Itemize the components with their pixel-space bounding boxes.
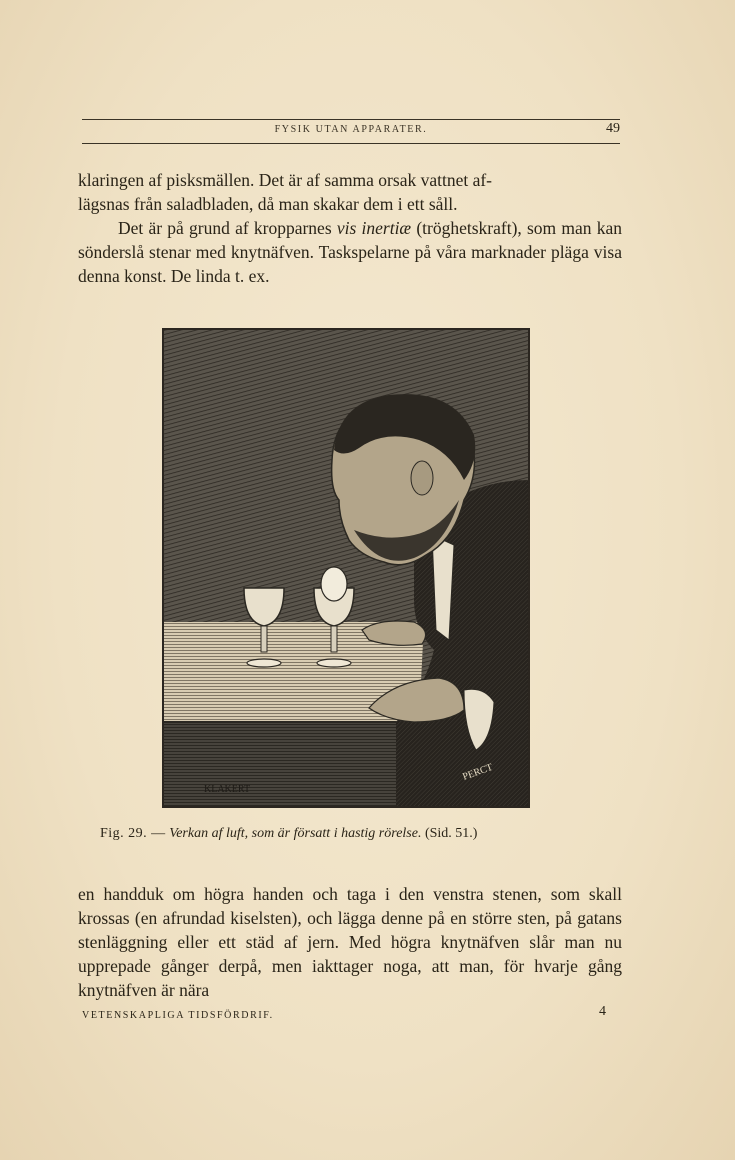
header-rule-bottom (82, 143, 620, 144)
engraving-illustration (164, 330, 528, 806)
printer-signature-title: VETENSKAPLIGA TIDSFÖRDRIF. (82, 1010, 274, 1021)
figure-caption-text: Verkan af luft, som är försatt i hastig rörelse. (169, 826, 422, 841)
page-number: 49 (606, 121, 620, 136)
paragraph-text: Det är på grund af kropparnes (118, 218, 337, 238)
figure-caption (100, 826, 620, 842)
text-line: lägsnas från saladbladen, då man skakar dem i ett såll. (78, 194, 458, 214)
text-line: klaringen af pisksmällen. Det är af samma orsak vattnet af- (78, 170, 493, 190)
header-rule-top (82, 119, 620, 120)
top-text-block (78, 168, 622, 288)
paragraph-text: (tröghetskraft), som man kan sönderslå stenar med knytnäfven. Taskspelarne på våra marknader pläga visa denna konst. De linda t. ex. (78, 218, 622, 286)
figure-page-reference: (Sid. 51.) (424, 826, 478, 841)
paragraph (78, 216, 622, 288)
figure-label: Fig. 29. — (100, 826, 166, 841)
running-title: FYSIK UTAN APPARATER. (274, 124, 428, 135)
paragraph: en handduk om högra handen och taga i den venstra stenen, som skall krossas (en afrundad kiselsten), och lägga denne på en större sten, på gatans stenläggning eller ett städ af jern. Med högra knytnäfven slår man nu upprepade gånger derpå, men iakttager noga, att man, för hvarje gång knytnäfven är nära (78, 884, 622, 1000)
bottom-text-block (78, 882, 622, 1002)
latin-term: vis inertiæ (336, 218, 412, 238)
engraver-signature-right: PERCT (461, 761, 495, 783)
engraver-signature-left: KLAKERT (204, 784, 251, 795)
printer-signature-number: 4 (599, 1004, 606, 1019)
engraving-figure (162, 328, 530, 808)
